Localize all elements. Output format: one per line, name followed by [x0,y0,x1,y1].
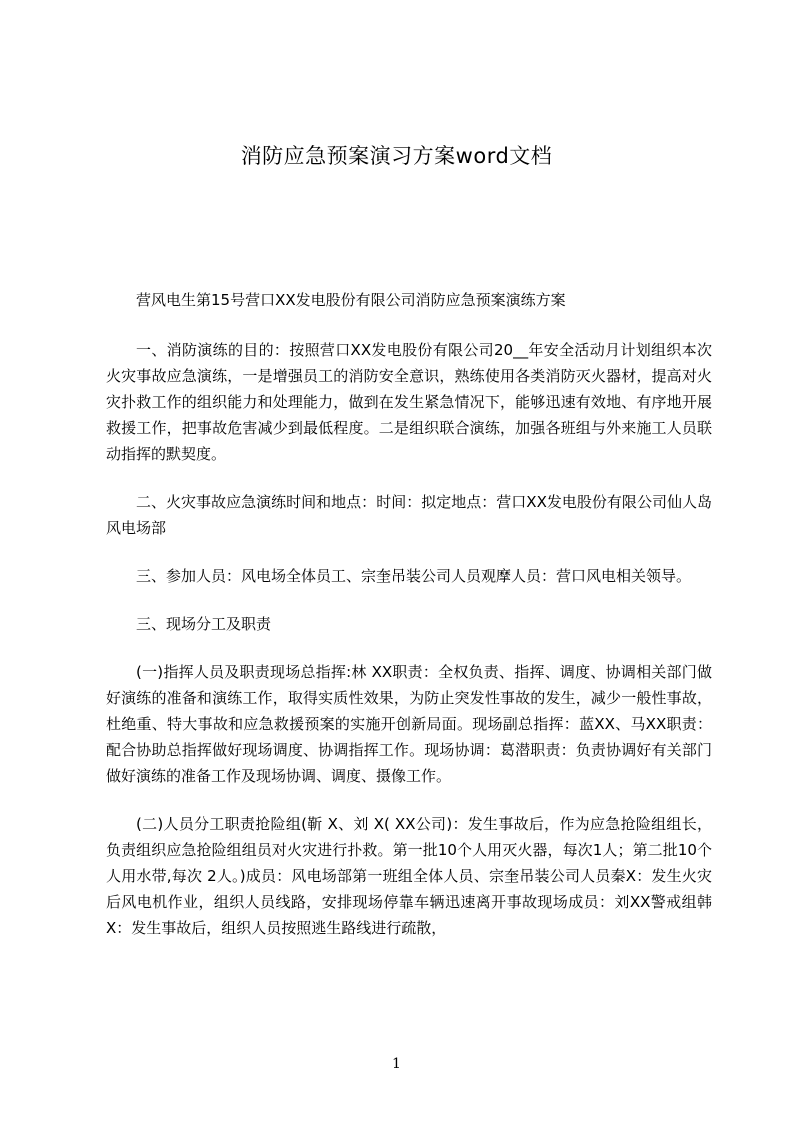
paragraph-participants: 三、参加人员：风电场全体员工、宗奎吊装公司人员观摩人员：营口风电相关领导。 [136,567,692,585]
paragraph-staff-assignment: (二)人员分工职责抢险组(靳 X、刘 X( XX公司)：发生事故后，作为应急抢险组组长，负责组织应急抢险组组员对火灾进行扑救。第一批10个人用灭火器，每次1人；第二批10个人用水带,每次 2人。)成员：风电场部第一班组全体人员、宗奎吊装公司人员秦X：发生火灾后风电机作业，组织人员线路，安排现场停靠车辆迅速离开事故现场成员：刘XX警戒组韩X：发生事故后，组织人员按照逃生路线进行疏散， [106,815,712,937]
document-title: 消防应急预案演习方案word文档 [240,144,553,168]
document-subtitle: 营风电生第15号营口XX发电股份有限公司消防应急预案演练方案 [136,291,566,309]
paragraph-command-staff: (一)指挥人员及职责现场总指挥:林 XX职责：全权负责、指挥、调度、协调相关部门做好演练的准备和演练工作，取得实质性效果，为防止突发性事故的发生，减少一般性事故，杜绝重、特大事故和应急救援预案的实施开创新局面。现场副总指挥：蓝XX、马XX职责：配合协助总指挥做好现场调度、协调指挥工作。现场协调：葛潜职责：负责协调好有关部门做好演练的准备工作及现场协调、调度、摄像工作。 [106,663,712,785]
section-heading-duties: 三、现场分工及职责 [136,615,272,633]
page-number: 1 [392,1056,401,1072]
paragraph-purpose: 一、消防演练的目的：按照营口XX发电股份有限公司20__年安全活动月计划组织本次火灾事故应急演练，一是增强员工的消防安全意识，熟练使用各类消防灭火器材，提高对火灾扑救工作的组织能力和处理能力，做到在发生紧急情况下，能够迅速有效地、有序地开展救援工作，把事故危害减少到最低程度。二是组织联合演练，加强各班组与外来施工人员联动指挥的默契度。 [106,341,712,463]
document-body [106,287,712,963]
paragraph-time-location: 二、火灾事故应急演练时间和地点：时间：拟定地点：营口XX发电股份有限公司仙人岛风电场部 [106,493,712,537]
